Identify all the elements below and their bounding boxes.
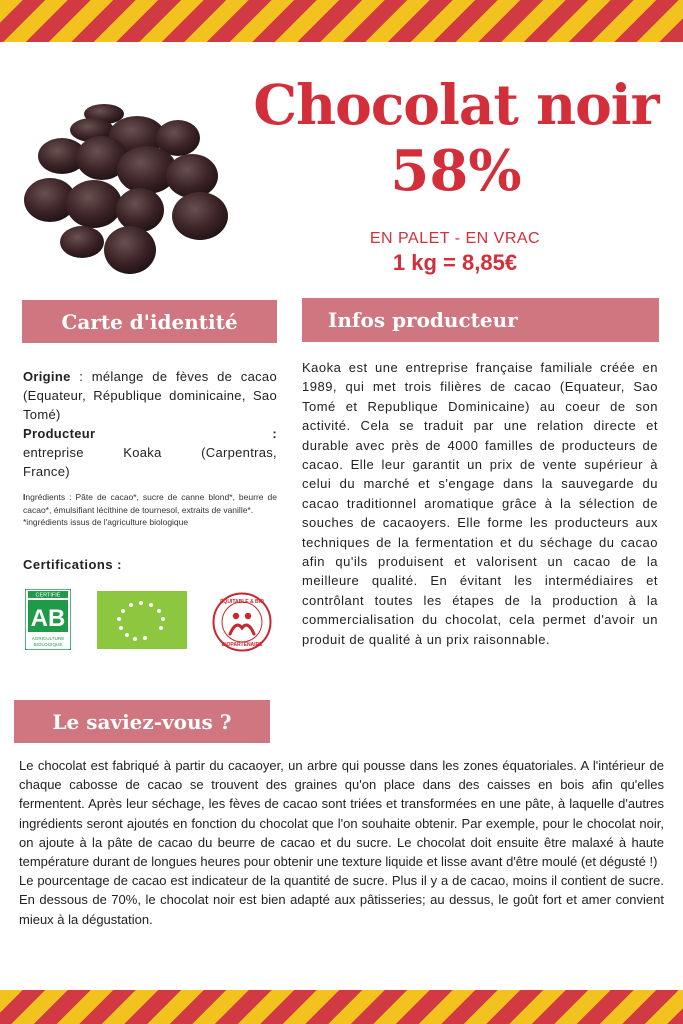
origin-text: : mélange de fèves de cacao (Equateur, République dominicaine, Sao Tomé) bbox=[23, 369, 277, 422]
ab-organic-logo bbox=[25, 589, 71, 650]
did-you-know-text bbox=[19, 756, 664, 929]
ab-logo-letters: AB bbox=[30, 605, 66, 632]
equitable-bio-partner-logo bbox=[212, 592, 272, 652]
ingredients-note: *ingrédients issus de l'agriculture biologique bbox=[23, 517, 189, 527]
producer-info-text: Kaoka est une entreprise française familiale créée en 1989, qui met trois filières de cacao (Equateur, Sao Tomé et Republique Dominicaine) au coeur de son activité. Cela se traduit par une relation directe et durable avec près de 4000 familles de producteurs de cacao. Elle leur garantit un prix de vente supérieur à celui du marché et s'engage dans la sauvegarde du cacao traditionnel aromatique grâce à la sélection de souches de cacaoyers. Elle forme les producteurs aux techniques de la fermentation et du séchage du cacao afin qu'ils produisent et valorisent un cacao de la meilleure qualité. En évitant les intermédiaires et contrôlant toutes les étapes de la production à la commercialisation du chocolat, cela permet d'avoir un produit de qualité à un prix raisonnable. bbox=[302, 360, 658, 647]
equit-logo-top-text: ÉQUITABLE & BIO bbox=[220, 599, 264, 605]
producer-colon: : bbox=[272, 426, 277, 441]
ingredients-label-rest: ngrédients bbox=[25, 492, 66, 502]
eu-organic-leaf-logo bbox=[97, 591, 187, 649]
title-line-2: 58% bbox=[390, 138, 522, 204]
producer-info-banner: Infos producteur bbox=[302, 298, 659, 342]
top-stripe-border bbox=[0, 0, 683, 42]
product-title bbox=[236, 72, 676, 204]
ingredients-block bbox=[23, 491, 277, 529]
product-price: 1 kg = 8,85€ bbox=[392, 250, 518, 275]
producer-tail: France) bbox=[23, 464, 70, 479]
ingredients-label-initial: I bbox=[23, 492, 26, 502]
producer-label: Producteur bbox=[23, 426, 96, 441]
ab-logo-bottom-text-2: BIOLOGIQUE bbox=[33, 642, 63, 647]
equit-logo-bottom-text: BIOPARTENAIRE bbox=[221, 642, 263, 648]
producer-word: entreprise bbox=[23, 445, 84, 460]
identity-card-banner: Carte d'identité bbox=[22, 300, 277, 343]
producer-word: (Carpentras, bbox=[201, 445, 277, 460]
identity-details bbox=[23, 367, 277, 481]
did-you-know-paragraph: Le chocolat est fabriqué à partir du cacaoyer, un arbre qui pousse dans les zones équatoriales. A l'intérieur de chaque cabosse de cacao se trouvent des graines qu'on place dans des caisses en bois afin qu'elles fermentent. Après leur séchage, les fèves de cacao sont triées et transformées en une pâte, à laquelle d'autres ingrédients seront ajoutés en fonction du chocolat que l'on souhaite obtenir. Par exemple, pour le chocolat noir, on ajoute à la pâte de cacao du beurre de cacao et du sucre. Le chocolat doit ensuite être malaxé à haute température durant de longues heures pour obtenir une texture liquide et lisse avant d'être moulé (et dégusté !) bbox=[19, 758, 664, 870]
title-line-1: Chocolat noir bbox=[253, 72, 659, 137]
ab-logo-top-text: CERTIFIÉ bbox=[35, 592, 61, 599]
origin-label: Origine bbox=[23, 369, 71, 384]
did-you-know-banner: Le saviez-vous ? bbox=[14, 700, 270, 743]
producer-header bbox=[23, 424, 277, 443]
did-you-know-paragraph: Le pourcentage de cacao est indicateur de la quantité de sucre. Plus il y a de cacao, moins il contient de sucre. En dessous de 70%, le chocolat noir est bien adapté aux pâtisseries; au dessus, le goût fort et amer convient mieux à la dégustation. bbox=[19, 873, 664, 927]
ab-logo-bottom-text-1: AGRICULTURE bbox=[31, 636, 65, 641]
ingredients-text: : Pâte de cacao*, sucre de canne blond*, beurre de cacao*, émulsifiant lécithine de tournesol, extraits de vanille*. bbox=[23, 492, 277, 515]
origin-row bbox=[23, 367, 277, 424]
bottom-stripe-border bbox=[0, 990, 683, 1024]
producer-value bbox=[23, 443, 277, 462]
producer-word: Koaka bbox=[123, 445, 162, 460]
product-subtitle: EN PALET - EN VRAC bbox=[369, 230, 541, 247]
certifications-title: Certifications : bbox=[23, 557, 123, 572]
chocolate-palets-image bbox=[22, 100, 237, 280]
